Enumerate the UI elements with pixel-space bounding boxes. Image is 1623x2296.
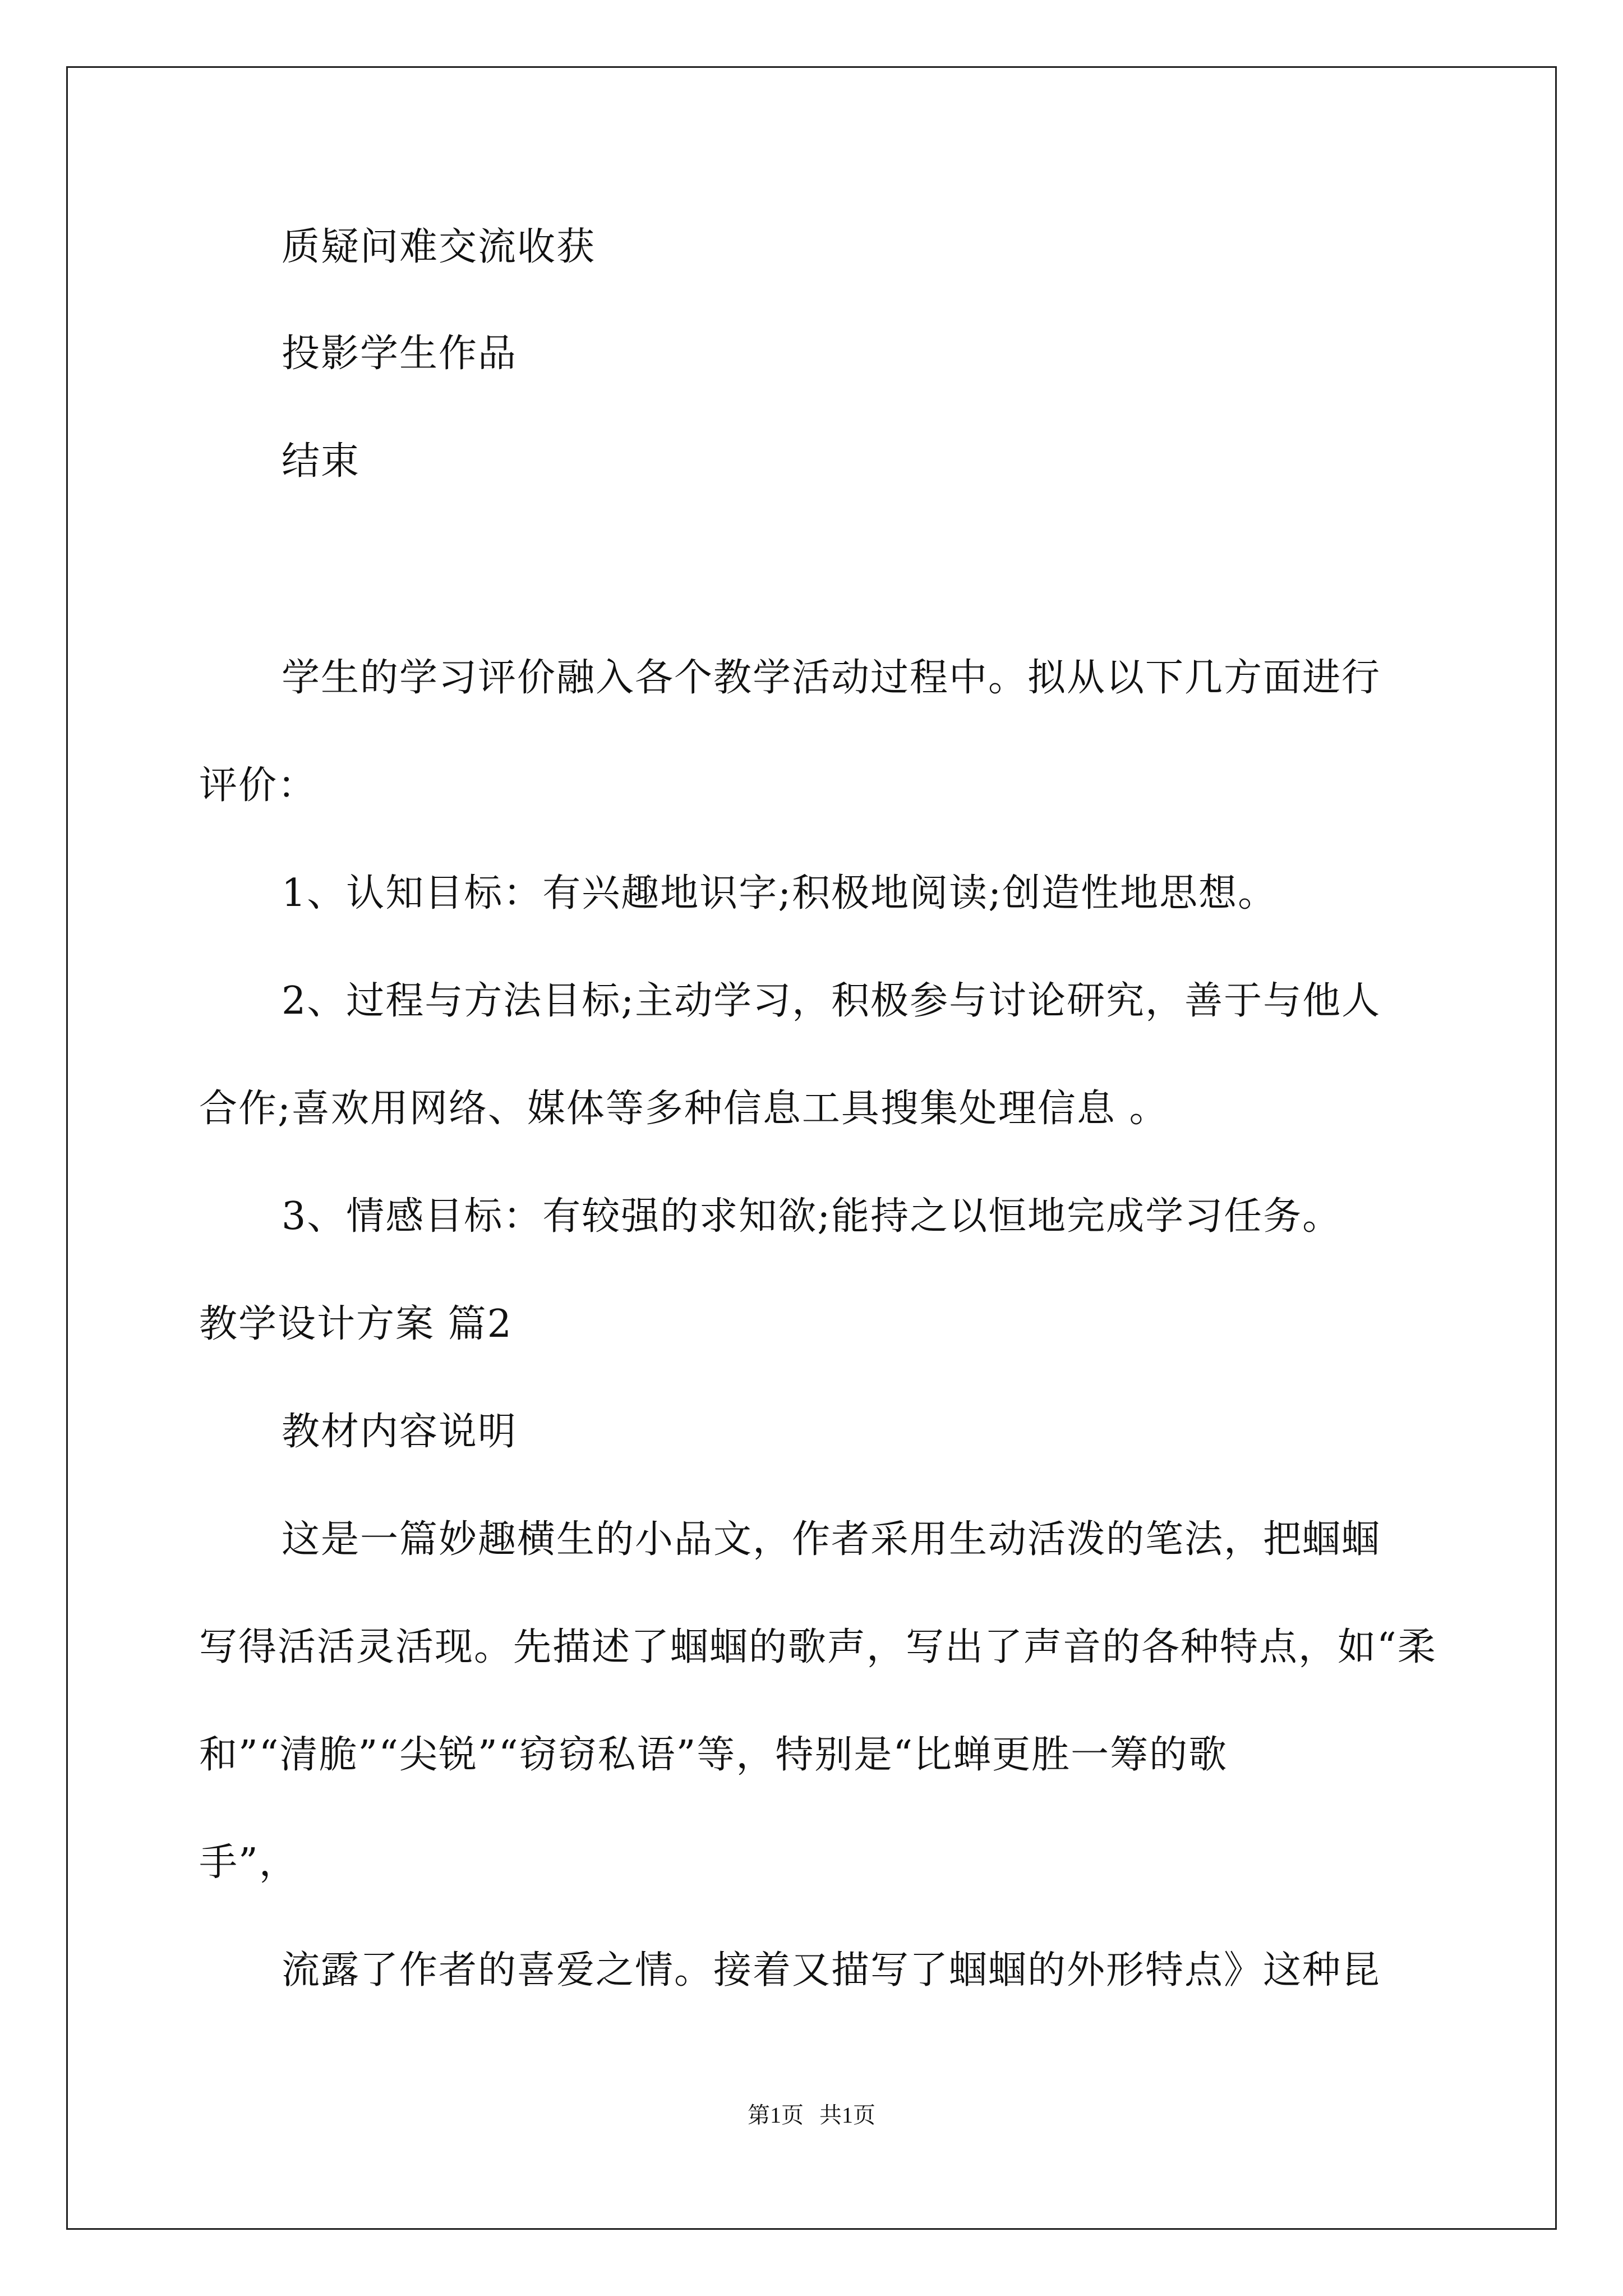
text-line: 和”“清脆”“尖锐”“窃窃私语”等，特别是“比蝉更胜一筹的歌 xyxy=(199,1733,1228,1777)
text-line: 投影学生作品 xyxy=(282,332,518,376)
section-heading: 教学设计方案 篇2 xyxy=(199,1302,513,1346)
page-frame xyxy=(66,66,1557,2230)
text-line: 2、过程与方法目标;主动学习，积极参与讨论研究，善于与他人 xyxy=(282,979,1381,1023)
text-line: 写得活活灵活现。先描述了蝈蝈的歌声，写出了声音的各种特点，如“柔 xyxy=(199,1625,1437,1669)
text-line: 3、情感目标：有较强的求知欲;能持之以恒地完成学习任务。 xyxy=(282,1194,1342,1239)
text-line: 流露了作者的喜爱之情。接着又描写了蝈蝈的外形特点》这种昆 xyxy=(282,1948,1381,1993)
text-line: 合作;喜欢用网络、媒体等多种信息工具搜集处理信息 。 xyxy=(199,1087,1169,1131)
text-line: 教材内容说明 xyxy=(282,1410,518,1454)
page-footer xyxy=(0,2100,1623,2131)
page-number-current: 第1页 xyxy=(748,2102,804,2128)
text-line: 这是一篇妙趣横生的小品文，作者采用生动活泼的笔法，把蝈蝈 xyxy=(282,1517,1381,1562)
page-number-total: 共1页 xyxy=(819,2102,875,2128)
text-line: 1、认知目标：有兴趣地识字;积极地阅读;创造性地思想。 xyxy=(282,871,1278,915)
text-line: 结束 xyxy=(282,439,361,484)
text-line: 质疑问难交流收获 xyxy=(282,225,596,269)
text-line: 手”， xyxy=(199,1841,298,1885)
text-line: 学生的学习评价融入各个教学活动过程中。拟从以下几方面进行 xyxy=(282,656,1381,700)
text-line: 评价： xyxy=(199,763,317,808)
